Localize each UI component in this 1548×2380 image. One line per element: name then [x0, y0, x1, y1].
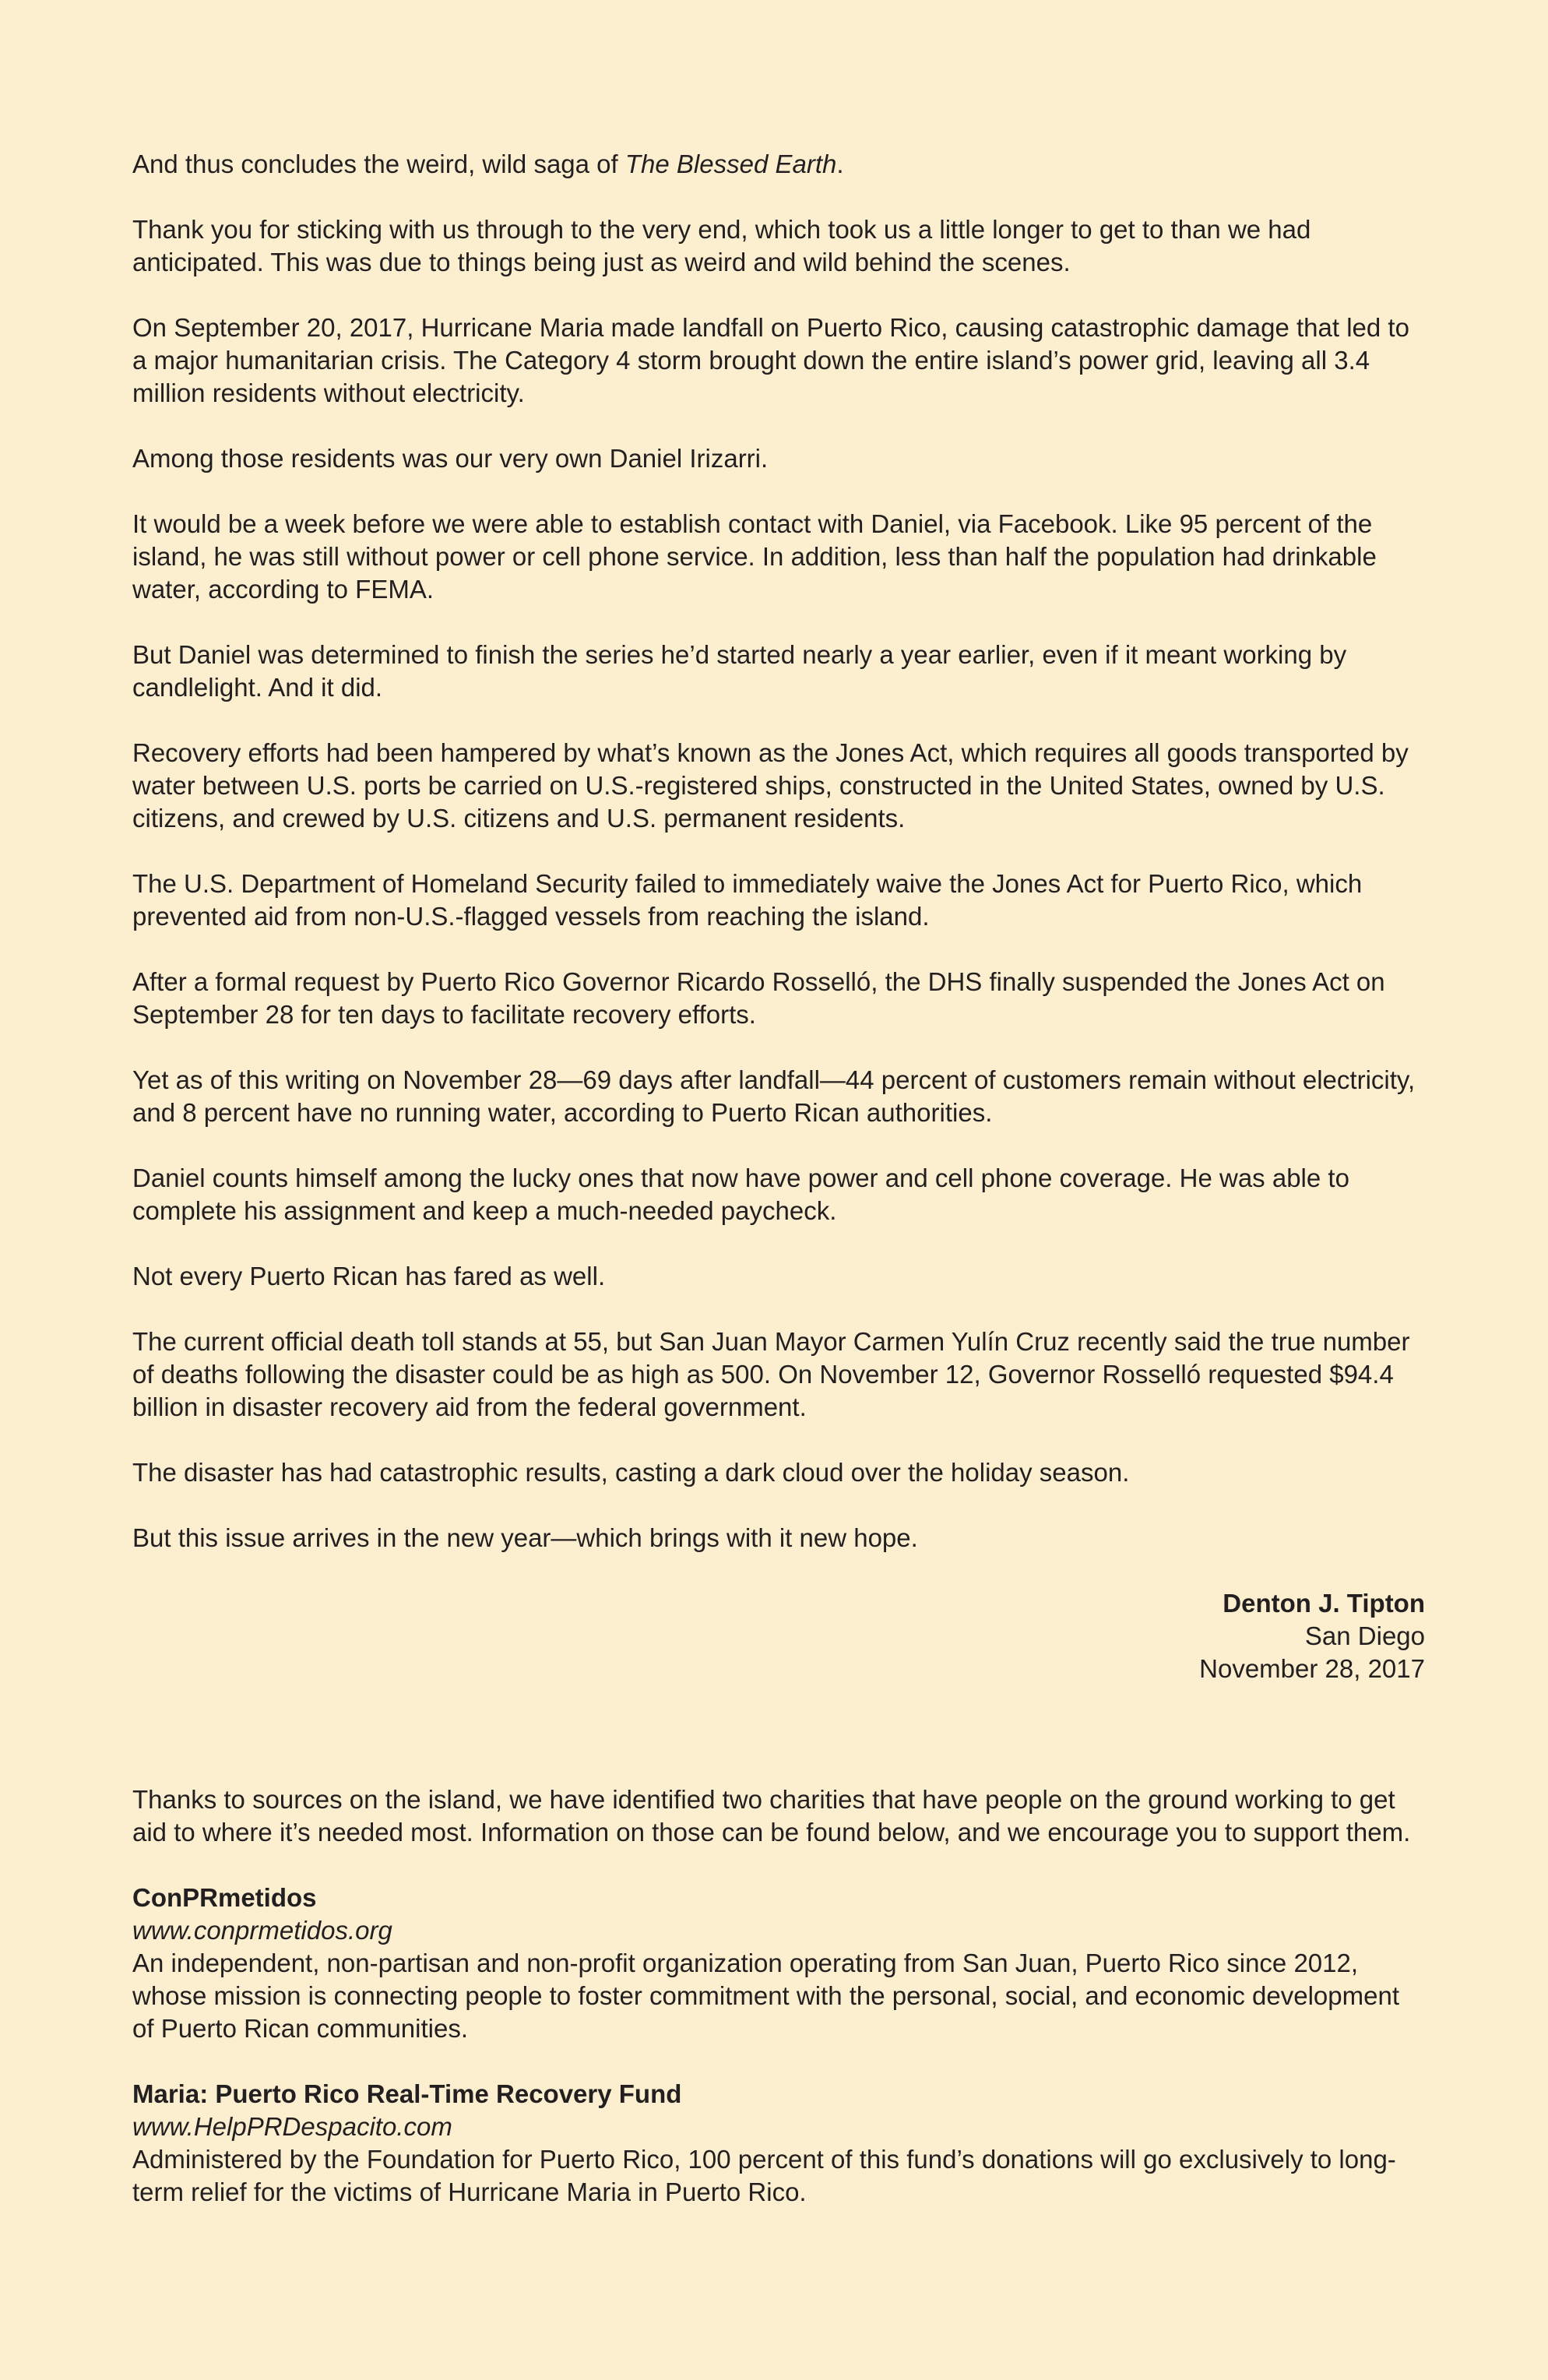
signature-block: [132, 1587, 1425, 1685]
body-paragraph: The current official death toll stands at 55, but San Juan Mayor Carmen Yulín Cruz recently said the true number of deaths following the disaster could be as high as 500. On November 12, Governor Rosselló requested $94.4 billion in disaster recovery aid from the federal government.: [132, 1327, 1410, 1421]
body-paragraph: Yet as of this writing on November 28—69 days after landfall—44 percent of customers remain without electricity, and 8 percent have no running water, according to Puerto Rican authorities.: [132, 1065, 1416, 1127]
charity-name: Maria: Puerto Rico Real-Time Recovery Fund: [132, 2079, 682, 2108]
body-paragraph: The disaster has had catastrophic results, casting a dark cloud over the holiday season.: [132, 1458, 1130, 1487]
charities-section: [132, 1783, 1425, 2209]
charity-name: ConPRmetidos: [132, 1883, 317, 1912]
body-paragraph: Thank you for sticking with us through to the very end, which took us a little longer to get to than we had anticipated. This was due to things being just as weird and wild behind the scenes.: [132, 215, 1311, 276]
body-paragraph: Among those residents was our very own Daniel Irizarri.: [132, 444, 769, 473]
charity-entry: [132, 1882, 1425, 2045]
intro-paragraph: [132, 148, 1425, 181]
body-paragraph: After a formal request by Puerto Rico Governor Ricardo Rosselló, the DHS finally suspended the Jones Act on September 28 for ten days to facilitate recovery efforts.: [132, 967, 1385, 1029]
charity-description: An independent, non-partisan and non-profit organization operating from San Juan, Puerto Rico since 2012, whose mission is connecting people to foster commitment with the personal, social, and economic development of Puerto Rican communities.: [132, 1949, 1400, 2043]
charity-url[interactable]: www.conprmetidos.org: [132, 1916, 392, 1945]
charity-url[interactable]: www.HelpPRDespacito.com: [132, 2112, 452, 2141]
charity-description: Administered by the Foundation for Puerto Rico, 100 percent of this fund’s donations will go exclusively to long-term relief for the victims of Hurricane Maria in Puerto Rico.: [132, 2145, 1396, 2206]
author-location: San Diego: [1304, 1621, 1425, 1650]
series-title: The Blessed Earth: [624, 150, 837, 178]
body-paragraph: But Daniel was determined to finish the series he’d started nearly a year earlier, even if it meant working by candlelight. And it did.: [132, 640, 1347, 702]
author-name: Denton J. Tipton: [1223, 1589, 1425, 1618]
body-paragraph: The U.S. Department of Homeland Security failed to immediately waive the Jones Act for Puerto Rico, which prevented aid from non-U.S.-flagged vessels from reaching the island.: [132, 869, 1363, 931]
signature-date: November 28, 2017: [1199, 1654, 1425, 1683]
intro-suffix: .: [836, 150, 844, 178]
body-paragraph: But this issue arrives in the new year—which brings with it new hope.: [132, 1523, 918, 1552]
body-paragraph: Recovery efforts had been hampered by what’s known as the Jones Act, which requires all goods transported by water between U.S. ports be carried on U.S.-registered ships, constructed in the United States, owned by U.S. citizens, and crewed by U.S. citizens and U.S. permanent residents.: [132, 738, 1409, 833]
body-paragraph: Not every Puerto Rican has fared as well.: [132, 1262, 606, 1290]
letter-page: [132, 148, 1425, 2209]
body-paragraph: Daniel counts himself among the lucky ones that now have power and cell phone coverage. He was able to complete his assignment and keep a much-needed paycheck.: [132, 1164, 1349, 1225]
charities-intro: Thanks to sources on the island, we have identified two charities that have people on the ground working to get aid to where it’s needed most. Information on those can be found below, and we encourage you to support them.: [132, 1785, 1411, 1847]
intro-prefix: And thus concludes the weird, wild saga of: [132, 150, 625, 178]
charity-entry: [132, 2078, 1425, 2209]
body-paragraph: On September 20, 2017, Hurricane Maria made landfall on Puerto Rico, causing catastrophic damage that led to a major humanitarian crisis. The Category 4 storm brought down the entire island’s power grid, leaving all 3.4 million residents without electricity.: [132, 313, 1409, 407]
body-paragraph: It would be a week before we were able to establish contact with Daniel, via Facebook. Like 95 percent of the island, he was still without power or cell phone service. In addition, less than half the population had drinkable water, according to FEMA.: [132, 509, 1377, 604]
